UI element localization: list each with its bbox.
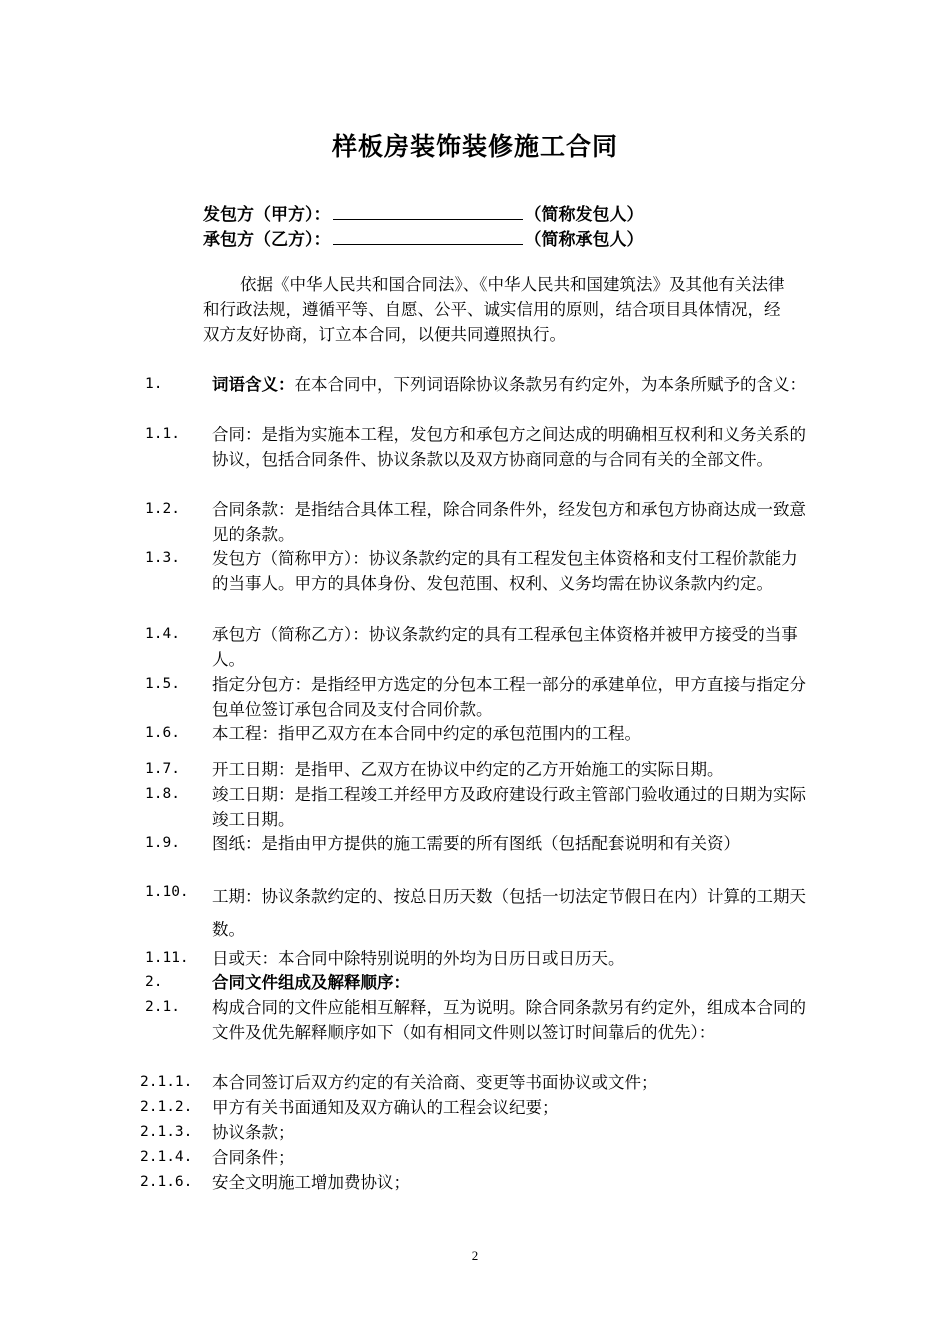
party-a-suffix: （简称发包人） bbox=[524, 205, 644, 225]
clause-number: 1.11. bbox=[145, 950, 189, 966]
clause-number: 2.1. bbox=[145, 999, 180, 1015]
party-b-suffix: （简称承包人） bbox=[524, 230, 644, 250]
party-a-line bbox=[203, 200, 644, 225]
document-title: 样板房装饰装修施工合同 bbox=[331, 132, 618, 161]
clause-number: 1.6. bbox=[145, 725, 180, 741]
clause-text: 安全文明施工增加费协议； bbox=[212, 1173, 410, 1192]
clause-text: 协议条款； bbox=[212, 1123, 295, 1142]
party-a-blank bbox=[333, 203, 523, 220]
clause-number: 1.9. bbox=[145, 835, 180, 851]
clause-number: 2. bbox=[145, 974, 163, 990]
clause-number: 1.2. bbox=[145, 501, 180, 517]
clause-text: 构成合同的文件应能相互解释，互为说明。除合同条款另有约定外，组成本合同的文件及优先解释顺序如下（如有相同文件则以签订时间靠后的优先）： bbox=[212, 998, 806, 1042]
clause-text: 合同条件； bbox=[212, 1148, 295, 1167]
clause-text: 图纸：是指由甲方提供的施工需要的所有图纸（包括配套说明和有关资） bbox=[212, 834, 740, 853]
clause-number: 1.1. bbox=[145, 426, 180, 442]
clause-number: 1.8. bbox=[145, 786, 180, 802]
clause-number: 1.7. bbox=[145, 761, 180, 777]
clause-heading: 合同文件组成及解释顺序： bbox=[212, 973, 410, 992]
page-number: 2 bbox=[471, 1248, 479, 1263]
clause-text: 工期：协议条款约定的、按总日历天数（包括一切法定节假日在内）计算的工期天数。 bbox=[212, 887, 806, 939]
clause-text: 日或天：本合同中除特别说明的外均为日历日或日历天。 bbox=[212, 949, 625, 968]
party-b-line bbox=[203, 225, 644, 250]
clause-number: 2.1.2. bbox=[140, 1099, 193, 1115]
clause-text: 本合同签订后双方约定的有关洽商、变更等书面协议或文件； bbox=[212, 1073, 658, 1092]
clause-number: 2.1.4. bbox=[140, 1149, 193, 1165]
party-b-blank bbox=[333, 228, 523, 245]
clause-text: 指定分包方：是指经甲方选定的分包本工程一部分的承建单位，甲方直接与指定分包单位签订承包合同及支付合同价款。 bbox=[212, 675, 806, 719]
clause-number: 2.1.3. bbox=[140, 1124, 193, 1140]
clause-number: 2.1.1. bbox=[140, 1074, 193, 1090]
clause-text: 竣工日期：是指工程竣工并经甲方及政府建设行政主管部门验收通过的日期为实际竣工日期。 bbox=[212, 785, 806, 829]
intro-paragraph: 依据《中华人民共和国合同法》、《中华人民共和国建筑法》及其他有关法律和行政法规，遵循平等、自愿、公平、诚实信用的原则，结合项目具体情况，经双方友好协商，订立本合同，以便共同遵照执行。 bbox=[203, 275, 785, 344]
clause-text: 承包方（简称乙方）：协议条款约定的具有工程承包主体资格并被甲方接受的当事人。 bbox=[212, 625, 798, 669]
clause-heading: 词语含义： bbox=[212, 375, 295, 394]
clause-number: 1.3. bbox=[145, 550, 180, 566]
clause-number: 1.4. bbox=[145, 626, 180, 642]
party-a-label: 发包方（甲方）： bbox=[203, 205, 331, 225]
clause-number: 1. bbox=[145, 376, 163, 392]
clause-text: 甲方有关书面通知及双方确认的工程会议纪要； bbox=[212, 1098, 559, 1117]
clause-number: 1.5. bbox=[145, 676, 180, 692]
clause-text: 合同条款：是指结合具体工程，除合同条件外，经发包方和承包方协商达成一致意见的条款。 bbox=[212, 500, 806, 544]
clause-number: 1.10. bbox=[145, 884, 189, 900]
clause-number: 2.1.6. bbox=[140, 1174, 193, 1190]
clause-text: 发包方（简称甲方）：协议条款约定的具有工程发包主体资格和支付工程价款能力的当事人。甲方的具体身份、发包范围、权利、义务均需在协议条款内约定。 bbox=[212, 549, 798, 593]
party-b-label: 承包方（乙方）： bbox=[203, 230, 331, 250]
clause-text: 开工日期：是指甲、乙双方在协议中约定的乙方开始施工的实际日期。 bbox=[212, 760, 724, 779]
clause-text: 合同：是指为实施本工程，发包方和承包方之间达成的明确相互权利和义务关系的协议，包括合同条件、协议条款以及双方协商同意的与合同有关的全部文件。 bbox=[212, 425, 806, 469]
clause-text: 本工程：指甲乙双方在本合同中约定的承包范围内的工程。 bbox=[212, 724, 641, 743]
clause-text: 在本合同中，下列词语除协议条款另有约定外，为本条所赋予的含义： bbox=[294, 375, 806, 394]
